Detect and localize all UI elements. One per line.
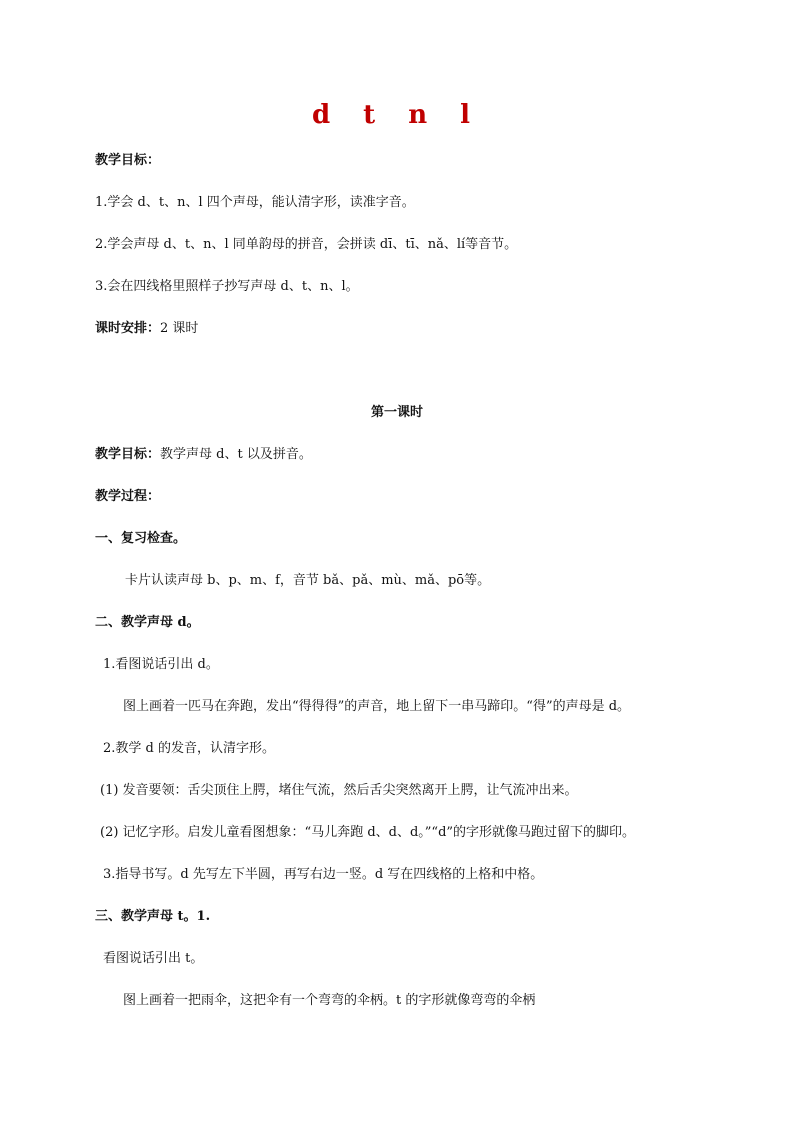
lesson1-goal-label: 教学目标：	[95, 447, 161, 462]
section3-item-1: 看图说话引出 t。	[103, 951, 204, 966]
schedule-value: 2 课时	[160, 321, 199, 336]
document-title: d t n l	[311, 100, 483, 130]
process-heading: 教学过程：	[95, 489, 161, 504]
schedule-label: 课时安排：	[95, 321, 161, 336]
goal-item-1: 1.学会 d、t、n、l 四个声母，能认清字形，读准字音。	[95, 195, 415, 210]
section2-heading: 二、教学声母 d。	[95, 615, 200, 630]
section2-item-5: (2) 记忆字形。启发儿童看图想象：“马儿奔跑 d、d、d。”“d”的字形就像马跑过留下的脚印。	[100, 825, 636, 840]
section2-item-4: (1) 发音要领：舌尖顶住上腭，堵住气流，然后舌尖突然离开上腭，让气流冲出来。	[100, 783, 578, 798]
section1-heading: 一、复习检查。	[95, 531, 187, 546]
section3-heading: 三、教学声母 t。1.	[95, 909, 211, 924]
section3-item-2: 图上画着一把雨伞，这把伞有一个弯弯的伞柄。t 的字形就像弯弯的伞柄	[123, 993, 536, 1008]
schedule-line	[95, 320, 734, 338]
lesson1-goal-value: 教学声母 d、t 以及拼音。	[160, 447, 312, 462]
section2-item-3: 2.教学 d 的发音，认清字形。	[103, 741, 275, 756]
section1-text: 卡片认读声母 b、p、m、f，音节 bǎ、pǎ、mù、mǎ、pō等。	[125, 573, 491, 588]
section2-item-2: 图上画着一匹马在奔跑，发出“得得得”的声音，地上留下一串马蹄印。“得”的声母是 d。	[123, 699, 631, 714]
goals-heading: 教学目标：	[95, 153, 161, 168]
lesson1-goal-line	[95, 446, 734, 464]
goal-item-3: 3.会在四线格里照样子抄写声母 d、t、n、l。	[95, 279, 359, 294]
lesson1-title: 第一课时	[370, 405, 423, 420]
section2-item-1: 1.看图说话引出 d。	[103, 657, 219, 672]
goal-item-2: 2.学会声母 d、t、n、l 同单韵母的拼音，会拼读 dī、tī、nǎ、lí等音节。	[95, 237, 518, 252]
section2-item-6: 3.指导书写。d 先写左下半圆，再写右边一竖。d 写在四线格的上格和中格。	[103, 867, 544, 882]
